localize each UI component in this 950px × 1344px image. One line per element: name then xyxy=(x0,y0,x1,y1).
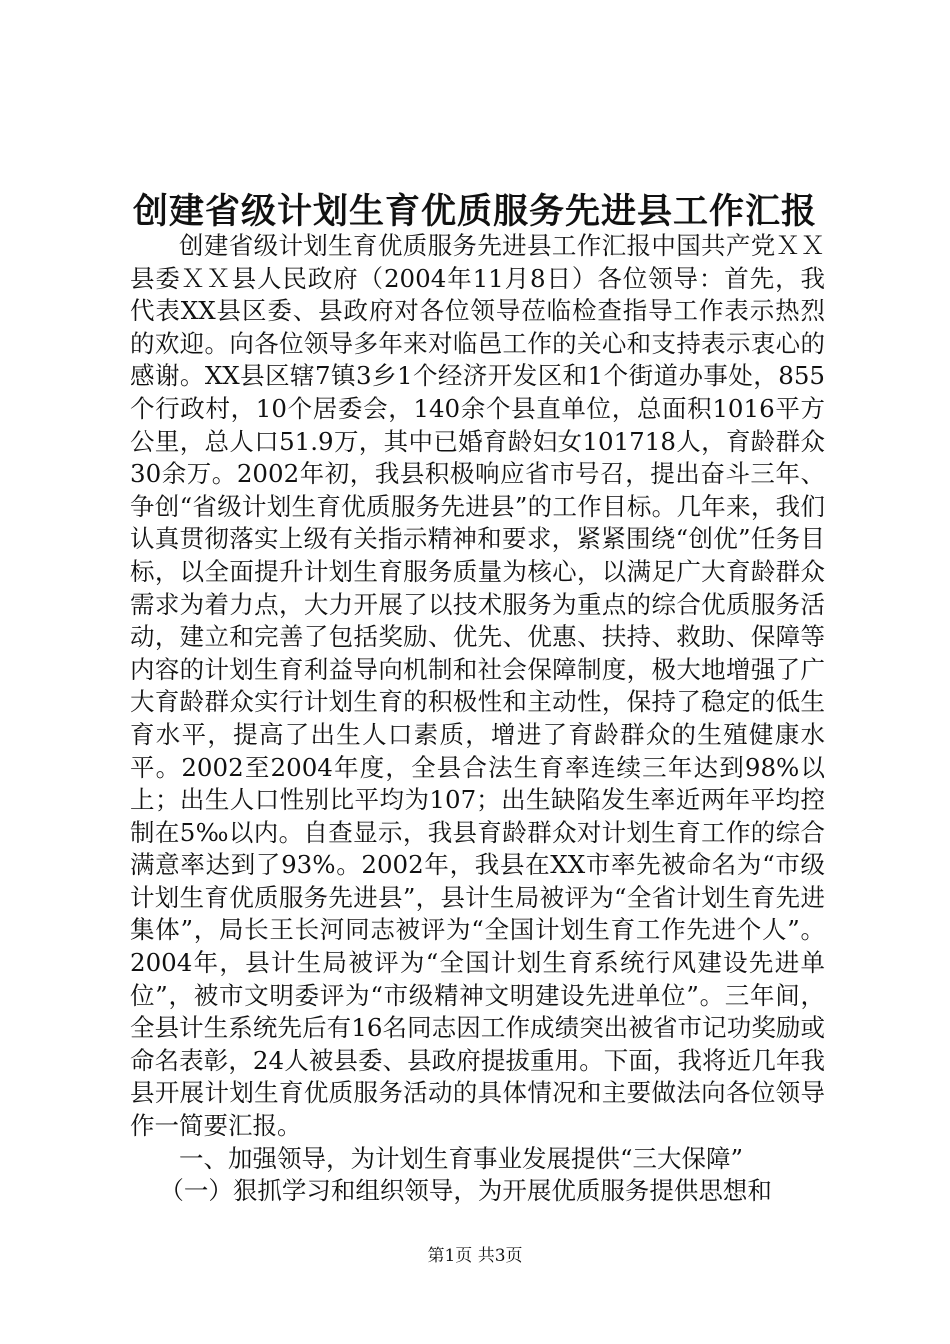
document-body xyxy=(130,230,825,1208)
intro-paragraph: 创建省级计划生育优质服务先进县工作汇报中国共产党ＸＸ县委ＸＸ县人民政府（2004年11月8日）各位领导：首先，我代表XX县区委、县政府对各位领导莅临检查指导工作表示热烈的欢迎。向各位领导多年来对临邑工作的关心和支持表示衷心的感谢。XX县区辖7镇3乡1个经济开发区和1个街道办事处，855个行政村，10个居委会，140余个县直单位，总面积1016平方公里，总人口51.9万，其中已婚育龄妇女101718人，育龄群众30余万。2002年初，我县积极响应省市号召，提出奋斗三年、争创“省级计划生育优质服务先进县”的工作目标。几年来，我们认真贯彻落实上级有关指示精神和要求，紧紧围绕“创优”任务目标，以全面提升计划生育服务质量为核心，以满足广大育龄群众需求为着力点，大力开展了以技术服务为重点的综合优质服务活动，建立和完善了包括奖励、优先、优惠、扶持、救助、保障等内容的计划生育利益导向机制和社会保障制度，极大地增强了广大育龄群众实行计划生育的积极性和主动性，保持了稳定的低生育水平，提高了出生人口素质，增进了育龄群众的生殖健康水平。2002至2004年度，全县合法生育率连续三年达到98%以上；出生人口性别比平均为107；出生缺陷发生率近两年平均控制在5‰以内。自查显示，我县育龄群众对计划生育工作的综合满意率达到了93%。2002年，我县在XX市率先被命名为“市级计划生育优质服务先进县”，县计生局被评为“全省计划生育先进集体”，局长王长河同志被评为“全国计划生育工作先进个人”。2004年，县计生局被评为“全国计划生育系统行风建设先进单位”，被市文明委评为“市级精神文明建设先进单位”。三年间，全县计生系统先后有16名同志因工作成绩突出被省市记功奖励或命名表彰，24人被县委、县政府提拔重用。下面，我将近几年我县开展计划生育优质服务活动的具体情况和主要做法向各位领导作一简要汇报。 xyxy=(130,231,825,1141)
section-heading: 一、加强领导，为计划生育事业发展提供“三大保障” xyxy=(179,1143,744,1173)
page-footer: 第1页 共3页 xyxy=(427,1246,523,1266)
subsection-paragraph: （一）狠抓学习和组织领导，为开展优质服务提供思想和 xyxy=(159,1176,772,1206)
page-title: 创建省级计划生育优质服务先进县工作汇报 xyxy=(132,191,817,232)
